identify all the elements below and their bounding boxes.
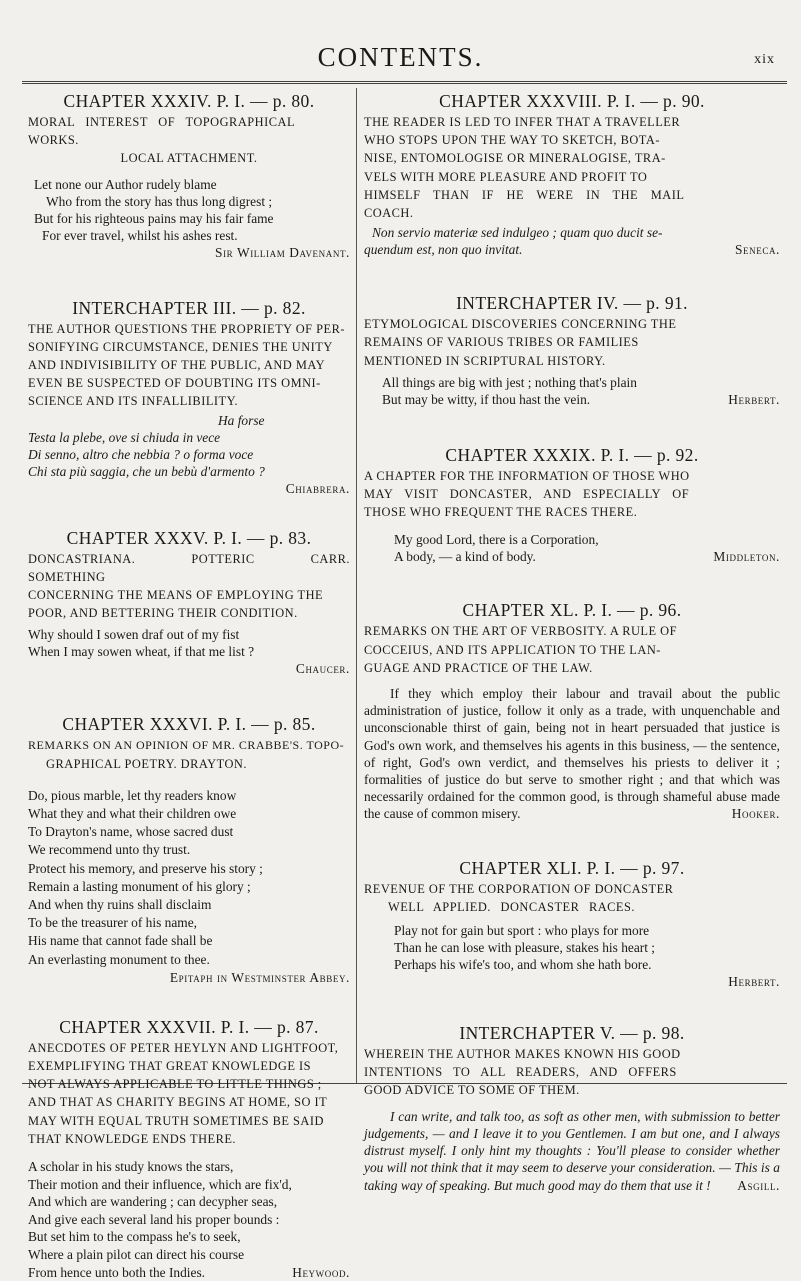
contents-entry xyxy=(28,297,350,497)
motto-attribution: Heywood. xyxy=(292,1264,350,1280)
contents-entry xyxy=(28,713,350,985)
chapter-summary: ETYMOLOGICAL DISCOVERIES CONCERNING THE REMAINS OF VARIOUS TRIBES OR FAMILIES MENTIONED IN SCRIPTURAL HISTORY. xyxy=(364,317,677,368)
chapter-motto: All things are big with jest ; nothing that's plain But may be witty, if thou hast the vein. Herbert. xyxy=(382,374,780,407)
page-header xyxy=(0,42,801,82)
motto-attribution: Asgill. xyxy=(737,1177,780,1193)
contents-entry xyxy=(28,1016,350,1281)
motto-attribution: Epitaph in Westminster Abbey. xyxy=(169,969,350,985)
chapter-summary: DONCASTRIANA. POTTERIC CARR. SOMETHING CONCERNING THE MEANS OF EMPLOYING THE POOR, AND BETTERING THEIR CONDITION. xyxy=(28,551,350,621)
page-number: xix xyxy=(754,52,775,67)
chapter-heading: CHAPTER XXXVIII. P. I. — p. 90. xyxy=(439,91,705,111)
contents-entry xyxy=(364,444,780,566)
chapter-summary: REVENUE OF THE CORPORATION OF DONCASTER WELL APPLIED. DONCASTER RACES. xyxy=(364,881,674,914)
motto-attribution: Chiabrera. xyxy=(285,480,350,496)
chapter-heading: CHAPTER XXXV. P. I. — p. 83. xyxy=(66,527,312,548)
motto-attribution: Sir William Davenant. xyxy=(215,244,350,260)
chapter-heading: CHAPTER XXXVI. P. I. — p. 85. xyxy=(62,714,316,735)
chapter-motto-prose: If they which employ their labour and travail about the public administration of justice, follow it only as a trade, with unquenchable and unconscionable thirst of gain, being not in heart persuaded that justice is God's own work, and themselves his agents in this business, — the sentence, of right, God's own verdict, and themselves his priests to deliver it ; formalities of justice do but serve to smother right ; and that which was necessarily ordained for the common good, is through shameful abuse made the cause of common misery. Hooker. xyxy=(364,686,780,822)
chapter-summary: REMARKS ON AN OPINION OF MR. CRABBE'S. TOPO- GRAPHICAL POETRY. DRAYTON. xyxy=(28,738,345,771)
right-column xyxy=(364,88,780,1194)
contents-entry xyxy=(364,599,780,822)
chapter-summary: A CHAPTER FOR THE INFORMATION OF THOSE WHO MAY VISIT DONCASTER, AND ESPECIALLY OF THOSE WHO FREQUENT THE RACES THERE. xyxy=(364,468,690,520)
motto-attribution: Herbert. xyxy=(728,974,780,990)
chapter-heading: CHAPTER XL. P. I. — p. 96. xyxy=(462,600,682,621)
chapter-heading: INTERCHAPTER III. — p. 82. xyxy=(72,297,306,318)
contents-entry xyxy=(364,857,780,990)
page-title: CONTENTS. xyxy=(317,42,484,72)
chapter-heading: INTERCHAPTER V. — p. 98. xyxy=(459,1023,685,1044)
contents-entry xyxy=(364,90,780,258)
chapter-heading: CHAPTER XXXVII. P. I. — p. 87. xyxy=(59,1016,319,1037)
chapter-summary: ANECDOTES OF PETER HEYLYN AND LIGHTFOOT, EXEMPLIFYING THAT GREAT KNOWLEDGE IS NOT ALWAYS APPLICABLE TO LITTLE THINGS ; AND THAT AS CHARITY BEGINS AT HOME, SO IT MAY WITH EQUAL TRUTH SOMETIMES BE SAID THAT KNOWLEDGE ENDS THERE. xyxy=(28,1040,339,1146)
motto-attribution: Hooker. xyxy=(731,806,780,822)
chapter-motto: Let none our Author rudely blame Who from the story has thus long digrest ; But for his righteous pains may his fair fame For ever travel, whilst his ashes rest. Sir William Davenant. xyxy=(34,176,350,260)
header-rule-double xyxy=(22,83,787,84)
chapter-heading: CHAPTER XXXIV. P. I. — p. 80. xyxy=(63,91,315,111)
motto-attribution: Herbert. xyxy=(728,391,780,407)
contents-entry xyxy=(28,527,350,678)
contents-entry xyxy=(364,1022,780,1194)
motto-attribution: Middleton. xyxy=(713,549,780,565)
chapter-summary: MORAL INTEREST OF TOPOGRAPHICAL WORKS. LOCAL ATTACHMENT. xyxy=(28,115,295,166)
chapter-motto-prose: I can write, and talk too, as soft as other men, with submission to better judgements, — and I leave it to you Gentlemen. I am but one, and I always distrust myself. I only hint my thoughts : You'll please to consider whether you will not think that it may seem to deserve your consideration. — This is a taking way of speaking. But much good may do them that use it ! Asgill. xyxy=(364,1108,780,1193)
chapter-motto: Non servio materiæ sed indulgeo ; quam quo ducit se- quendum est, non quo invitat. Seneca. xyxy=(364,225,780,258)
chapter-heading: INTERCHAPTER IV. — p. 91. xyxy=(456,293,688,314)
motto-attribution: Seneca. xyxy=(735,242,780,258)
header-rule xyxy=(22,81,787,82)
chapter-motto: A scholar in his study knows the stars, Their motion and their influence, which are fix'd, And which are wandering ; can decypher seas, And give each several land his proper bounds : But set him to the compass he's to seek, Where a plain pilot can direct his course From hence unto both the Indies. Heywood. xyxy=(28,1159,350,1280)
contents-entry xyxy=(28,90,350,261)
left-column xyxy=(28,88,350,1281)
chapter-heading: CHAPTER XLI. P. I. — p. 97. xyxy=(459,857,685,878)
chapter-motto: Ha forse Testa la plebe, ove si chiuda in vece Di senno, altro che nebbia ? o forma voce Chi sta più saggia, che un bebù d'armento ? Chiabrera. xyxy=(28,412,350,496)
motto-attribution: Chaucer. xyxy=(295,661,350,677)
chapter-motto: Play not for gain but sport : who plays for more Than he can lose with pleasure, stakes his heart ; Perhaps his wife's too, and whom she hath bore. Herbert. xyxy=(394,923,780,990)
column-divider xyxy=(356,88,357,1083)
chapter-summary: THE READER IS LED TO INFER THAT A TRAVELLER WHO STOPS UPON THE WAY TO SKETCH, BOTA- NISE, ENTOMOLOGISE OR MINERALOGISE, TRA- VELS WITH MORE PLEASURE AND PROFIT TO HIMSELF THAN IF HE WERE IN THE MAIL COACH. xyxy=(364,115,685,221)
chapter-summary: REMARKS ON THE ART OF VERBOSITY. A RULE OF COCCEIUS, AND ITS APPLICATION TO THE LAN- GUAGE AND PRACTICE OF THE LAW. xyxy=(364,624,677,675)
contents-entry xyxy=(364,292,780,408)
chapter-motto: Why should I sowen draf out of my fist When I may sowen wheat, if that me list ? Chaucer. xyxy=(28,627,350,677)
chapter-heading: CHAPTER XXXIX. P. I. — p. 92. xyxy=(445,444,699,465)
chapter-summary: THE AUTHOR QUESTIONS THE PROPRIETY OF PER- SONIFYING CIRCUMSTANCE, DENIES THE UNITY AND INDIVISIBILITY OF THE PUBLIC, AND MAY EVEN BE SUSPECTED OF DOUBTING ITS OMNI- SCIENCE AND ITS INFALLIBILITY. xyxy=(28,321,346,409)
chapter-summary: WHEREIN THE AUTHOR MAKES KNOWN HIS GOOD INTENTIONS TO ALL READERS, AND OFFERS GOOD ADVICE TO SOME OF THEM. xyxy=(364,1047,681,1098)
chapter-motto: My good Lord, there is a Corporation, A body, — a kind of body. Middleton. xyxy=(394,532,780,565)
chapter-motto: Do, pious marble, let thy readers know What they and what their children owe To Drayton's name, whose sacred dust We recommend unto thy trust. Protect his memory, and preserve his story ; Remain a lasting monument of his glory ; And when thy ruins shall disclaim To be the treasurer of his name, His name that cannot fade shall be An everlasting monument to thee. Epitaph in Westminster Abbey. xyxy=(28,787,350,985)
